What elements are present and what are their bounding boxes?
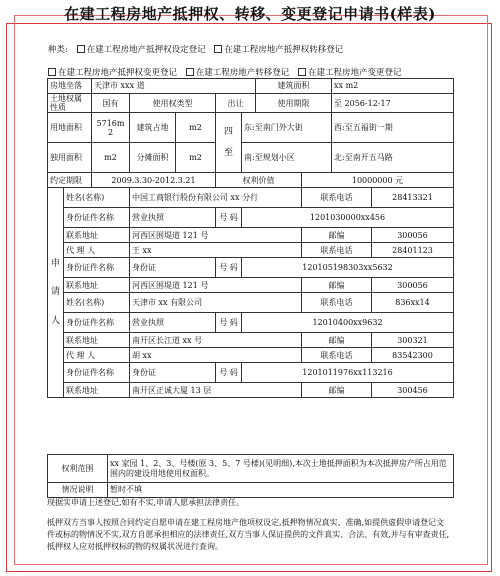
party-name-label: 姓名(名称) [64,293,130,313]
use-type-label: 使用权类型 [130,94,216,113]
application-table [47,78,454,398]
use-term-value[interactable]: 至 2056-12-17 [332,94,454,113]
party-id-type-label: 身份证件名称 [64,313,130,333]
party-id-type-label: 身份证件名称 [64,208,130,228]
party-id-no-value[interactable]: 12010400xx9632 [242,313,454,333]
agreed-term-label: 约定期限 [48,173,92,188]
scope-label: 权利范围 [48,455,108,483]
shared-area-label: 分摊面积 [130,143,176,173]
party-address-label: 联系地址 [64,228,130,243]
party-postcode-label: 邮编 [302,228,372,243]
use-term-label: 使用期限 [256,94,332,113]
party-address-value[interactable]: 南开区长江道 xx 号 [130,333,302,348]
party-postcode-value[interactable]: 300056 [372,228,454,243]
checkbox-icon[interactable] [214,45,222,53]
agent-id-no-label: 号 码 [216,258,242,278]
checkbox-icon[interactable] [77,45,85,53]
build-area-label: 建筑面积 [256,79,332,94]
party-id-no-label: 号 码 [216,313,242,333]
checkbox-icon[interactable] [298,68,306,76]
kind-option[interactable]: 在建工程房地产抵押权变更登记 [48,68,177,78]
kind-options-line-1 [48,43,349,55]
party-id-no-label: 号 码 [216,208,242,228]
agent-id-type-label: 身份证件名称 [64,363,130,383]
party-phone-value[interactable]: 28413321 [372,188,454,208]
boundary-west[interactable]: 西:至五福街一期 [332,113,454,143]
land-nature-value[interactable]: 国有 [92,94,130,113]
party-id-type-value[interactable]: 营业执照 [130,313,216,333]
agent-phone-label: 联系电话 [302,348,372,363]
kind-option[interactable]: 在建工程房地产抵押权转移登记 [214,45,343,55]
kind-options-line-2 [48,66,407,78]
scope-table [47,454,454,498]
agent-id-no-value[interactable]: 1201011976xx113216 [242,363,454,383]
location-value[interactable]: 天津市 xxx 道 [92,79,256,94]
agent-phone-label: 联系电话 [302,243,372,258]
party-phone-value[interactable]: 836xx14 [372,293,454,313]
land-area-value[interactable]: 5716m2 [92,113,130,143]
land-area-label: 用地面积 [48,113,92,143]
shared-area-value[interactable]: m2 [176,143,216,173]
agent-address-label: 联系地址 [64,278,130,293]
build-area-value[interactable]: xx m2 [332,79,454,94]
boundary-south[interactable]: 南:至规划小区 [242,143,332,173]
build-land-label: 建筑占地 [130,113,176,143]
kind-option[interactable]: 在建工程房地产转移登记 [186,68,290,78]
location-label: 房地坐落 [48,79,92,94]
party-address-label: 联系地址 [64,333,130,348]
use-type-value[interactable]: 出让 [216,94,256,113]
boundary-north[interactable]: 北:至南开五马路 [332,143,454,173]
party-phone-label: 联系电话 [302,293,372,313]
agent-address-value[interactable]: 南开区正诚大厦 13 层 [130,383,302,398]
party-name-value[interactable]: 中国工商银行股份有限公司 xx 分行 [130,188,302,208]
form-title: 在建工程房地产抵押权、转移、变更登记申请书(样表) [64,5,436,23]
declaration-line-1: 现据实申请上述登记,如有不实,申请人愿承担法律责任。 [47,498,245,507]
declaration-block [47,497,451,553]
agent-id-no-label: 号 码 [216,363,242,383]
agent-phone-value[interactable]: 83542300 [372,348,454,363]
note-value[interactable]: 暂时不填 [108,483,454,498]
scope-value[interactable]: xx 家园 1、2、3、号楼(原 3、5、7 号楼)(见明细),本次土地抵押面积为本次抵押房产所占用范围内的建设用地使用权面积。 [108,455,454,483]
agent-postcode-value[interactable]: 300056 [372,278,454,293]
agent-postcode-value[interactable]: 300456 [372,383,454,398]
checkbox-icon[interactable] [186,68,194,76]
agent-postcode-label: 邮编 [302,278,372,293]
agent-id-type-label: 身份证件名称 [64,258,130,278]
agent-id-type-value[interactable]: 身份证 [130,363,216,383]
party-phone-label: 联系电话 [302,188,372,208]
agent-postcode-label: 邮编 [302,383,372,398]
party-address-value[interactable]: 河西区围堤道 121 号 [130,228,302,243]
party-name-label: 姓名(名称) [64,188,130,208]
land-nature-label: 土地权属性质 [48,94,92,113]
applicant-side-label: 申 请 人 [48,188,64,398]
declaration-line-2: 抵押双方当事人按照合同约定自愿申请在建工程房地产他项权设定,抵押物情况真实、准确,如提供虚假申请登记文件或标的物情况不实,双方自愿承担相应的法律责任,双方当事人保证提供的文件真实、合法、有效,并与有审查责任,抵押权人应对抵押权标的物的权属状况进行查询。 [47,518,450,551]
note-label: 情况说明 [48,483,108,498]
boundary-label: 四 至 [216,113,242,173]
party-id-type-value[interactable]: 营业执照 [130,208,216,228]
kind-option[interactable]: 在建工程房地产抵押权设定登记 [77,45,206,55]
boundary-east[interactable]: 东:至南门外大街 [242,113,332,143]
kind-label: 种类: [48,45,68,55]
value-label: 权利价值 [216,173,302,188]
agent-name-value[interactable]: 胡 xx [130,348,302,363]
agent-id-type-value[interactable]: 身份证 [130,258,216,278]
party-postcode-value[interactable]: 300321 [372,333,454,348]
agent-phone-value[interactable]: 28401123 [372,243,454,258]
exclusive-area-label: 独用面积 [48,143,92,173]
party-id-no-value[interactable]: 1201030000xx456 [242,208,454,228]
value-value[interactable]: 10000000 元 [302,173,454,188]
agreed-term-value[interactable]: 2009.3.30-2012.3.21 [92,173,216,188]
checkbox-icon[interactable] [48,68,56,76]
agent-name-value[interactable]: 王 xx [130,243,302,258]
exclusive-area-value[interactable]: m2 [92,143,130,173]
party-postcode-label: 邮编 [302,333,372,348]
agent-address-label: 联系地址 [64,383,130,398]
agent-address-value[interactable]: 河西区围堤道 121 号 [130,278,302,293]
build-land-value[interactable]: m2 [176,113,216,143]
agent-label: 代 理 人 [64,348,130,363]
agent-label: 代 理 人 [64,243,130,258]
kind-option[interactable]: 在建工程房地产变更登记 [298,68,402,78]
party-name-value[interactable]: 天津市 xx 有限公司 [130,293,302,313]
agent-id-no-value[interactable]: 120105198303xx5632 [242,258,454,278]
